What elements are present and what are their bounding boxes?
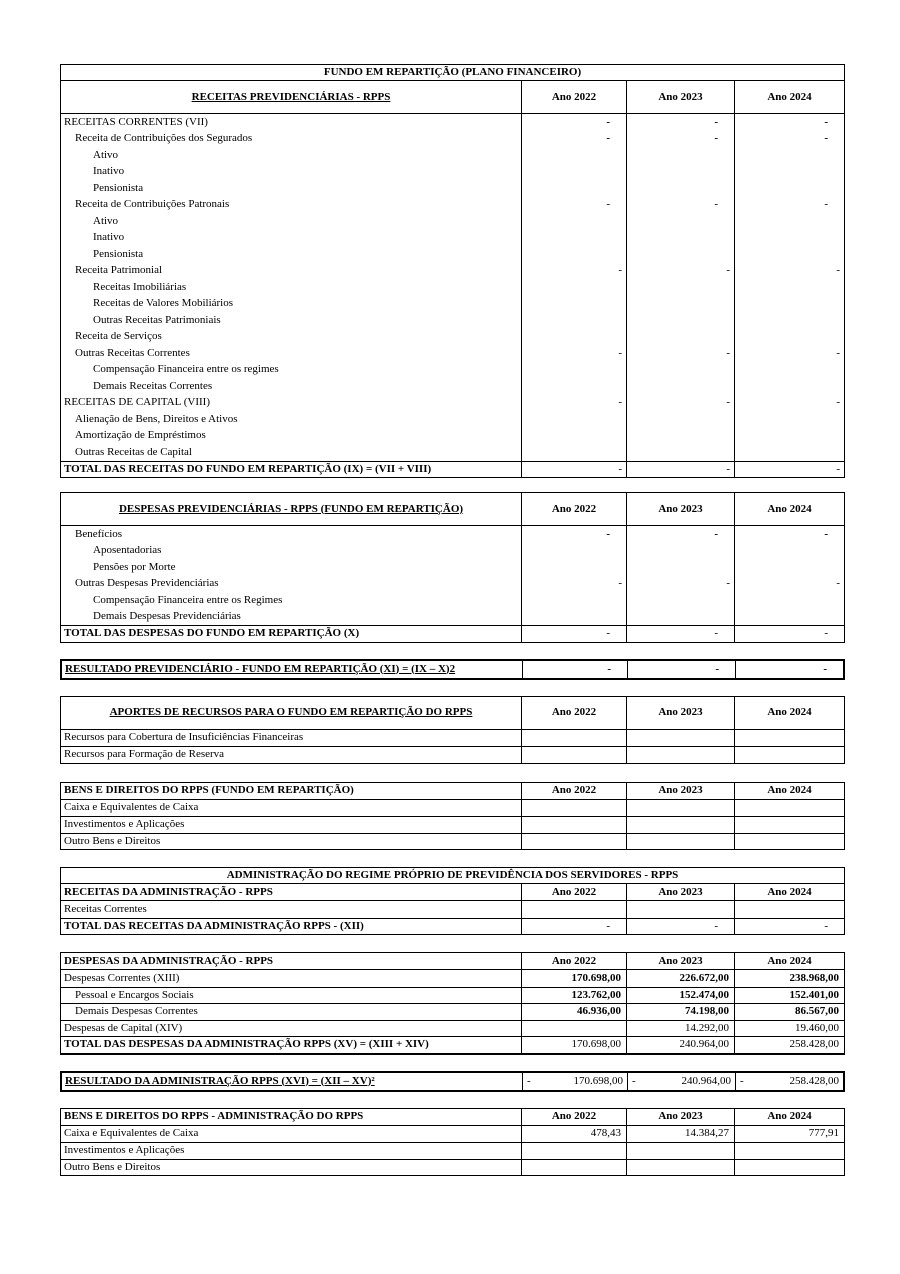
column-header-ano-2023: Ano 2023	[626, 1109, 734, 1125]
value-cell	[626, 147, 734, 164]
table-body	[61, 970, 844, 1053]
row-label: Receitas de Valores Mobiliários	[93, 297, 234, 310]
table-row	[61, 147, 844, 164]
value-cell: -	[522, 661, 627, 678]
value-cell	[626, 329, 734, 346]
row-label: Receitas Correntes	[64, 902, 147, 915]
table-row	[61, 263, 844, 280]
value-cell	[734, 329, 844, 346]
value-cell: 258.428,00	[734, 1037, 844, 1053]
table-receitas-previdenciarias	[60, 64, 845, 478]
row-label: Outras Receitas de Capital	[75, 445, 192, 458]
value-cell	[626, 817, 734, 833]
row-label: Demais Despesas Previdenciárias	[93, 610, 241, 623]
value-cell	[734, 362, 844, 379]
value-cell: -	[734, 131, 844, 148]
row-label: Pensionista	[93, 247, 144, 260]
value-cell: -	[734, 263, 844, 280]
row-label: Pessoal e Encargos Sociais	[75, 988, 194, 1001]
table-row	[61, 1126, 844, 1143]
value-cell: -	[521, 919, 626, 935]
value-cell	[734, 901, 844, 918]
value-cell	[734, 543, 844, 560]
value-cell	[735, 1073, 843, 1090]
value-cell: -	[734, 462, 844, 478]
value-cell: -	[521, 526, 626, 543]
row-label: Inativo	[93, 165, 125, 178]
value-cell	[626, 592, 734, 609]
column-header-ano-2024: Ano 2024	[734, 953, 844, 969]
value-cell	[521, 1021, 626, 1037]
row-label: Outro Bens e Direitos	[64, 1160, 161, 1173]
table-row	[61, 592, 844, 609]
super-title-row	[61, 868, 844, 884]
table-row	[61, 1159, 844, 1176]
value-cell	[626, 279, 734, 296]
table-body	[61, 730, 844, 763]
value-cell	[521, 362, 626, 379]
value-cell	[521, 609, 626, 626]
column-header-ano-2024: Ano 2024	[734, 884, 844, 900]
value-cell: -	[735, 661, 843, 678]
table-body	[62, 1073, 843, 1090]
row-label: Demais Despesas Correntes	[75, 1005, 198, 1018]
row-label: Investimentos e Aplicações	[64, 1144, 185, 1157]
row-label: Receitas Imobiliárias	[93, 280, 187, 293]
value-cell	[734, 834, 844, 850]
value-cell	[734, 246, 844, 263]
super-title-row	[61, 65, 844, 81]
column-header-ano-2023: Ano 2023	[626, 697, 734, 729]
value-cell: -	[734, 197, 844, 214]
value-number: 240.964,00	[681, 1074, 731, 1087]
value-cell	[521, 296, 626, 313]
row-label: Inativo	[93, 231, 125, 244]
minus-sign: -	[527, 1074, 531, 1087]
header-label: DESPESAS DA ADMINISTRAÇÃO - RPPS	[64, 954, 274, 967]
value-cell: -	[626, 197, 734, 214]
table-resultado-administracao	[60, 1071, 845, 1092]
table-header-row	[61, 697, 844, 730]
table-row	[61, 901, 844, 918]
table-row	[61, 1142, 844, 1159]
row-label: Caixa e Equivalentes de Caixa	[64, 801, 199, 814]
value-cell: -	[734, 114, 844, 131]
value-cell: -	[734, 626, 844, 642]
value-cell	[521, 730, 626, 747]
row-label: Outras Despesas Previdenciárias	[75, 577, 219, 590]
value-cell	[626, 362, 734, 379]
table-row	[61, 411, 844, 428]
table-body	[61, 800, 844, 850]
value-cell	[521, 378, 626, 395]
table-row	[61, 362, 844, 379]
value-cell: -	[626, 345, 734, 362]
value-cell: -	[521, 114, 626, 131]
table-aportes-de-recursos	[60, 696, 845, 764]
value-cell: -	[521, 576, 626, 593]
value-cell: -	[521, 263, 626, 280]
value-cell: -	[627, 661, 735, 678]
table-body	[61, 114, 844, 477]
table-row	[61, 246, 844, 263]
table-row	[61, 1003, 844, 1020]
column-header-ano-2024: Ano 2024	[734, 493, 844, 525]
value-cell	[521, 230, 626, 247]
table-row	[61, 378, 844, 395]
value-cell: 123.762,00	[521, 988, 626, 1004]
row-label: RECEITAS DE CAPITAL (VIII)	[64, 396, 211, 409]
row-label: Recursos para Formação de Reserva	[64, 748, 225, 761]
value-cell: -	[521, 462, 626, 478]
column-header-ano-2024: Ano 2024	[734, 1109, 844, 1125]
value-cell	[734, 147, 844, 164]
value-cell: 14.292,00	[626, 1021, 734, 1037]
value-cell	[734, 1143, 844, 1159]
column-header-ano-2023: Ano 2023	[626, 783, 734, 799]
value-cell	[626, 164, 734, 181]
table-row	[61, 559, 844, 576]
value-cell	[626, 246, 734, 263]
table-row	[61, 609, 844, 626]
value-cell: -	[734, 576, 844, 593]
value-cell	[626, 1143, 734, 1159]
column-header-ano-2024: Ano 2024	[734, 783, 844, 799]
row-label: Outro Bens e Direitos	[64, 834, 161, 847]
table-header-row	[61, 493, 844, 526]
row-label: Receita de Serviços	[75, 330, 162, 343]
table-body	[61, 526, 844, 642]
value-cell	[521, 817, 626, 833]
table-row	[61, 164, 844, 181]
table-resultado-previdenciario	[60, 659, 845, 680]
column-header-ano-2022: Ano 2022	[521, 81, 626, 113]
table-row	[61, 730, 844, 747]
value-cell	[521, 428, 626, 445]
row-label: Aposentadorias	[93, 544, 162, 557]
row-label: Despesas Correntes (XIII)	[64, 971, 180, 984]
table-row	[61, 746, 844, 763]
value-cell	[521, 1160, 626, 1176]
table-row	[61, 800, 844, 817]
value-cell: 170.698,00	[521, 1037, 626, 1053]
value-cell	[734, 428, 844, 445]
value-cell	[626, 730, 734, 747]
value-number: 170.698,00	[573, 1074, 623, 1087]
row-label: Despesas de Capital (XIV)	[64, 1021, 183, 1034]
value-cell	[734, 411, 844, 428]
row-label: Pensões por Morte	[93, 560, 176, 573]
row-label: Alienação de Bens, Direitos e Ativos	[75, 412, 238, 425]
value-cell: 19.460,00	[734, 1021, 844, 1037]
value-cell: -	[521, 345, 626, 362]
value-cell	[521, 329, 626, 346]
table-row	[61, 230, 844, 247]
column-header-ano-2022: Ano 2022	[521, 953, 626, 969]
value-cell	[626, 559, 734, 576]
row-label: Receita de Contribuições dos Segurados	[75, 132, 253, 145]
value-cell	[521, 279, 626, 296]
value-cell	[734, 296, 844, 313]
table-row	[61, 543, 844, 560]
value-cell: -	[521, 626, 626, 642]
table-row	[61, 312, 844, 329]
table-bens-e-direitos-administracao	[60, 1108, 845, 1177]
value-cell	[626, 296, 734, 313]
value-cell	[521, 164, 626, 181]
table-row	[61, 461, 844, 478]
row-label: Receita de Contribuições Patronais	[75, 198, 230, 211]
table-row	[61, 180, 844, 197]
value-cell: -	[734, 919, 844, 935]
header-label: RECEITAS PREVIDENCIÁRIAS - RPPS	[191, 90, 391, 103]
value-cell: 152.401,00	[734, 988, 844, 1004]
row-label: Compensação Financeira entre os regimes	[93, 363, 279, 376]
table-header-row	[61, 953, 844, 970]
value-cell: -	[626, 263, 734, 280]
value-cell: 478,43	[521, 1126, 626, 1143]
row-label: Demais Receitas Correntes	[93, 379, 213, 392]
row-label: RESULTADO DA ADMINISTRAÇÃO RPPS (XVI) = (XII – XV)²	[65, 1074, 375, 1087]
value-cell	[521, 180, 626, 197]
value-cell	[521, 543, 626, 560]
value-cell	[626, 230, 734, 247]
table-despesas-previdenciarias	[60, 492, 845, 643]
row-label: Pensionista	[93, 181, 144, 194]
value-cell	[626, 428, 734, 445]
value-cell	[626, 411, 734, 428]
value-cell	[521, 592, 626, 609]
header-label: APORTES DE RECURSOS PARA O FUNDO EM REPARTIÇÃO DO RPPS	[109, 706, 473, 718]
value-cell	[626, 800, 734, 817]
column-header-ano-2023: Ano 2023	[626, 953, 734, 969]
table-row	[61, 131, 844, 148]
row-label: Outras Receitas Patrimoniais	[93, 313, 221, 326]
value-cell	[734, 213, 844, 230]
value-cell	[521, 312, 626, 329]
column-header-ano-2022: Ano 2022	[521, 783, 626, 799]
value-cell	[522, 1073, 627, 1090]
super-title: FUNDO EM REPARTIÇÃO (PLANO FINANCEIRO)	[323, 66, 582, 78]
value-cell	[521, 444, 626, 461]
super-title: ADMINISTRAÇÃO DO REGIME PRÓPRIO DE PREVIDÊNCIA DOS SERVIDORES - RPPS	[226, 869, 679, 881]
row-label: TOTAL DAS DESPESAS DO FUNDO EM REPARTIÇÃO (X)	[64, 627, 360, 640]
value-cell	[521, 246, 626, 263]
table-body	[61, 1126, 844, 1176]
value-cell	[626, 747, 734, 763]
table-row	[61, 918, 844, 935]
table-row	[61, 987, 844, 1004]
header-label: RECEITAS DA ADMINISTRAÇÃO - RPPS	[64, 885, 273, 898]
row-label: TOTAL DAS RECEITAS DO FUNDO EM REPARTIÇÃO (IX) = (VII + VIII)	[64, 462, 432, 475]
column-header-ano-2022: Ano 2022	[521, 1109, 626, 1125]
table-row	[61, 213, 844, 230]
value-number: 258.428,00	[789, 1074, 839, 1087]
value-cell	[626, 378, 734, 395]
table-header-row	[61, 884, 844, 901]
value-cell	[734, 730, 844, 747]
value-cell	[626, 180, 734, 197]
value-cell	[734, 592, 844, 609]
value-cell: -	[626, 462, 734, 478]
table-body	[62, 661, 843, 678]
value-cell: -	[626, 526, 734, 543]
table-row	[61, 1020, 844, 1037]
table-row	[62, 1073, 843, 1090]
row-label: RESULTADO PREVIDENCIÁRIO - FUNDO EM REPARTIÇÃO (XI) = (IX – X)2	[65, 662, 456, 675]
value-cell: -	[734, 345, 844, 362]
table-row	[61, 444, 844, 461]
value-cell: 74.198,00	[626, 1004, 734, 1020]
value-cell: -	[626, 114, 734, 131]
value-cell: 86.567,00	[734, 1004, 844, 1020]
table-header-row	[61, 783, 844, 800]
value-cell	[521, 747, 626, 763]
value-cell	[734, 312, 844, 329]
table-row	[61, 526, 844, 543]
value-cell: -	[626, 919, 734, 935]
table-header-row	[61, 81, 844, 114]
value-cell	[734, 180, 844, 197]
table-row	[61, 395, 844, 412]
value-cell: -	[521, 395, 626, 412]
value-cell: 46.936,00	[521, 1004, 626, 1020]
row-label: Investimentos e Aplicações	[64, 818, 185, 831]
value-cell	[626, 609, 734, 626]
value-cell: -	[521, 131, 626, 148]
row-label: Compensação Financeira entre os Regimes	[93, 593, 283, 606]
table-row	[61, 345, 844, 362]
value-cell	[521, 213, 626, 230]
value-cell	[626, 543, 734, 560]
table-row	[61, 428, 844, 445]
value-cell: -	[626, 395, 734, 412]
value-cell	[521, 800, 626, 817]
value-cell	[734, 800, 844, 817]
value-cell	[626, 901, 734, 918]
table-row	[61, 576, 844, 593]
row-label: TOTAL DAS DESPESAS DA ADMINISTRAÇÃO RPPS (XV) = (XIII + XIV)	[64, 1038, 429, 1051]
minus-sign: -	[740, 1074, 744, 1087]
column-header-ano-2022: Ano 2022	[521, 884, 626, 900]
table-bens-e-direitos-fundo	[60, 782, 845, 851]
value-cell	[734, 164, 844, 181]
value-cell	[521, 834, 626, 850]
value-cell: -	[626, 576, 734, 593]
header-label: BENS E DIREITOS DO RPPS - ADMINISTRAÇÃO DO RPPS	[64, 1110, 364, 1122]
table-despesas-administracao	[60, 952, 845, 1055]
row-label: Caixa e Equivalentes de Caixa	[64, 1127, 199, 1140]
value-cell: 240.964,00	[626, 1037, 734, 1053]
column-header-ano-2023: Ano 2023	[626, 493, 734, 525]
value-cell	[734, 279, 844, 296]
table-row	[61, 296, 844, 313]
table-row	[61, 197, 844, 214]
row-label: RECEITAS CORRENTES (VII)	[64, 115, 208, 128]
value-cell: -	[521, 197, 626, 214]
value-cell	[734, 817, 844, 833]
row-label: Recursos para Cobertura de Insuficiências Financeiras	[64, 731, 304, 744]
value-cell	[521, 411, 626, 428]
table-row	[61, 114, 844, 131]
value-cell: 238.968,00	[734, 970, 844, 987]
column-header-ano-2023: Ano 2023	[626, 884, 734, 900]
table-receitas-administracao	[60, 867, 845, 935]
column-header-ano-2023: Ano 2023	[626, 81, 734, 113]
row-label: Outras Receitas Correntes	[75, 346, 190, 359]
value-cell	[734, 559, 844, 576]
value-cell: 170.698,00	[521, 970, 626, 987]
column-header-ano-2022: Ano 2022	[521, 493, 626, 525]
table-header-row	[61, 1109, 844, 1126]
value-cell: -	[626, 626, 734, 642]
value-cell	[521, 901, 626, 918]
value-cell	[734, 444, 844, 461]
table-row	[62, 661, 843, 678]
value-cell	[626, 834, 734, 850]
value-cell	[734, 230, 844, 247]
row-label: TOTAL DAS RECEITAS DA ADMINISTRAÇÃO RPPS - (XII)	[64, 919, 364, 932]
value-cell: 152.474,00	[626, 988, 734, 1004]
value-cell	[734, 378, 844, 395]
value-cell	[521, 1143, 626, 1159]
header-label: DESPESAS PREVIDENCIÁRIAS - RPPS (FUNDO EM REPARTIÇÃO)	[118, 502, 464, 515]
column-header-ano-2024: Ano 2024	[734, 697, 844, 729]
value-cell: -	[626, 131, 734, 148]
column-header-ano-2024: Ano 2024	[734, 81, 844, 113]
value-cell	[626, 1160, 734, 1176]
value-cell: 777,91	[734, 1126, 844, 1143]
value-cell	[521, 147, 626, 164]
row-label: Benefícios	[75, 527, 123, 540]
row-label: Ativo	[93, 148, 119, 161]
value-cell	[521, 559, 626, 576]
table-row	[61, 1036, 844, 1053]
value-cell	[734, 747, 844, 763]
value-cell: -	[734, 395, 844, 412]
table-row	[61, 625, 844, 642]
value-cell	[734, 1160, 844, 1176]
value-cell	[626, 444, 734, 461]
header-label: BENS E DIREITOS DO RPPS (FUNDO EM REPARTIÇÃO)	[64, 784, 354, 796]
value-cell	[626, 312, 734, 329]
value-cell: 226.672,00	[626, 970, 734, 987]
table-row	[61, 329, 844, 346]
value-cell: -	[734, 526, 844, 543]
value-cell	[626, 213, 734, 230]
row-label: Ativo	[93, 214, 119, 227]
table-body	[61, 901, 844, 934]
table-row	[61, 833, 844, 850]
table-row	[61, 816, 844, 833]
column-header-ano-2022: Ano 2022	[521, 697, 626, 729]
row-label: Receita Patrimonial	[75, 264, 163, 277]
value-cell	[627, 1073, 735, 1090]
minus-sign: -	[632, 1074, 636, 1087]
table-row	[61, 279, 844, 296]
value-cell	[734, 609, 844, 626]
table-row	[61, 970, 844, 987]
row-label: Amortização de Empréstimos	[75, 429, 206, 442]
value-cell: 14.384,27	[626, 1126, 734, 1143]
